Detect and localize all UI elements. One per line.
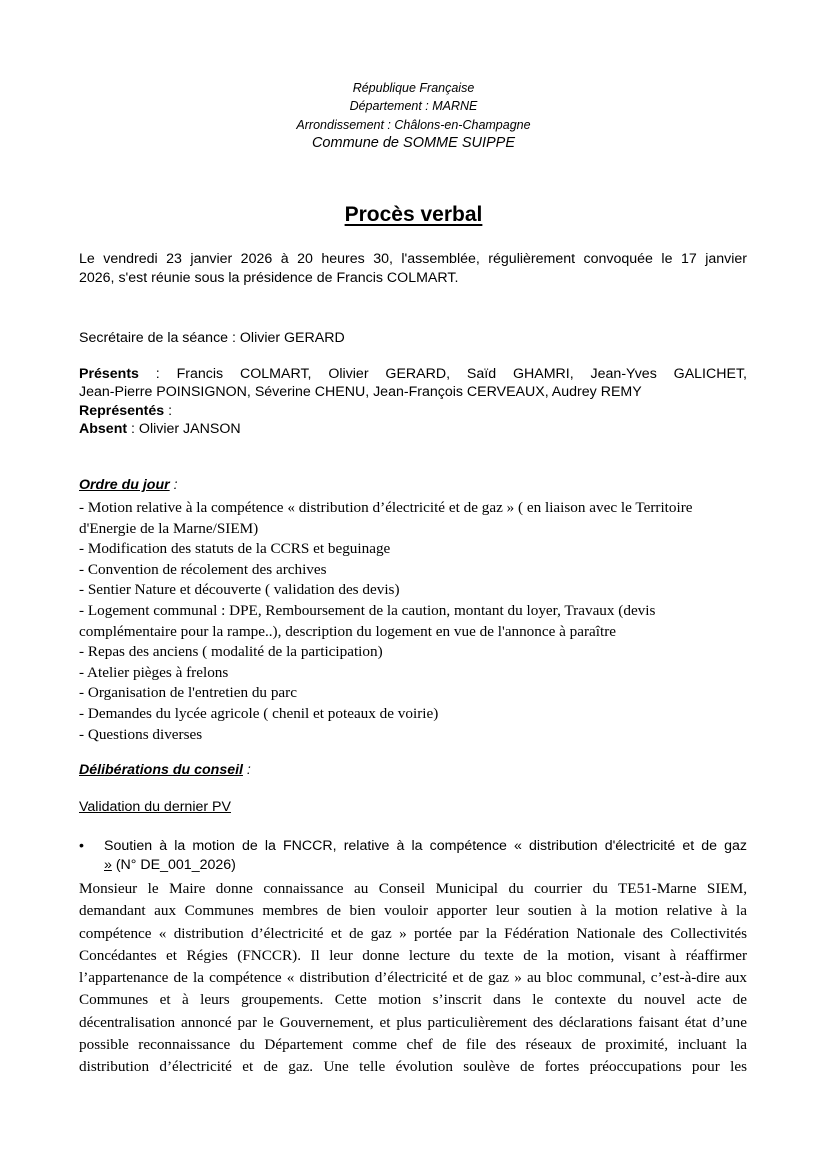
deliberations-heading-colon: : xyxy=(242,762,251,778)
present-label: Présents xyxy=(79,366,139,382)
body-line: demandant aux Communes membres de bien vouloir apporter leur soutien à la motion relative à la xyxy=(79,902,747,920)
agenda-item: - Demandes du lycée agricole ( chenil et poteaux de voirie) xyxy=(79,704,439,722)
agenda-item: - Motion relative à la compétence « distribution d’électricité et de gaz » ( en liaison avec le Territoire xyxy=(79,499,693,516)
body-line: Communes et à leurs groupements. Cette motion s’inscrit dans le contexte du nouvel acte de xyxy=(79,991,747,1009)
agenda-item: complémentaire pour la rampe..), description du logement en vue de l'annonce à paraître xyxy=(79,622,617,640)
represented-line xyxy=(79,403,172,419)
present-line-2: Jean-Pierre POINSIGNON, Séverine CHENU, Jean-François CERVEAUX, Audrey REMY xyxy=(79,384,642,400)
present-names-1: : Francis COLMART, Olivier GERARD, Saïd GHAMRI, Jean-Yves GALICHET, xyxy=(138,366,747,382)
agenda-item: - Convention de récolement des archives xyxy=(79,560,327,578)
agenda-item: - Sentier Nature et découverte ( validation des devis) xyxy=(79,581,400,599)
deliberations-heading-text: Délibérations du conseil xyxy=(79,762,243,778)
agenda-item: d'Energie de la Marne/SIEM) xyxy=(79,519,259,537)
agenda-heading-colon: : xyxy=(169,477,178,493)
bullet-icon: • xyxy=(79,838,84,854)
body-line: Concédantes et Régies (FNCCR). Il leur donne lecture du texte de la motion, visant à réaffirmer xyxy=(79,946,747,964)
agenda-heading-text: Ordre du jour xyxy=(79,477,170,493)
page-title: Procès verbal xyxy=(344,203,483,226)
agenda-item: - Atelier pièges à frelons xyxy=(79,663,229,681)
agenda-list xyxy=(79,498,749,745)
absent-value: : Olivier JANSON xyxy=(127,421,241,437)
agenda-item: - Questions diverses xyxy=(79,725,203,743)
agenda-item: - Logement communal : DPE, Remboursement de la caution, montant du loyer, Travaux (devis xyxy=(79,601,656,619)
body-line: compétence « distribution d’électricité et de gaz » portée par la Fédération Nationale des Collectivités xyxy=(79,924,747,942)
deliberation-number: (N° DE_001_2026) xyxy=(111,857,236,873)
agenda-item: - Repas des anciens ( modalité de la participation) xyxy=(79,643,383,661)
body-line: l’appartenance de la compétence « distribution d’électricité et de gaz » au bloc communal, c’est-à-dire aux xyxy=(79,969,747,987)
deliberation-item-1-line-2 xyxy=(104,857,236,873)
validation-pv: Validation du dernier PV xyxy=(79,799,231,815)
body-line: distribution d’électricité et de gaz. Une telle évolution soulève de fortes préoccupations pour les xyxy=(79,1058,747,1076)
header-republic: République Française xyxy=(352,81,475,95)
present-line-1 xyxy=(79,366,747,382)
deliberation-body xyxy=(79,878,747,1079)
deliberations-heading xyxy=(79,762,251,778)
header-arrondissement: Arrondissement : Châlons-en-Champagne xyxy=(296,118,531,132)
body-line: Monsieur le Maire donne connaissance au Conseil Municipal du courrier du TE51-Marne SIEM, xyxy=(79,880,747,897)
body-line: décentralisation annoncé par le Gouvernement, et plus particulièrement des déclarations faisant état d’une xyxy=(79,1013,747,1031)
agenda-heading xyxy=(79,477,178,493)
agenda-item: - Organisation de l'entretien du parc xyxy=(79,684,297,702)
header-departement: Département : MARNE xyxy=(349,99,478,113)
closing-quote: » xyxy=(104,857,112,873)
body-line: possible reconnaissance du Département comme chef de file des réseaux de proximité, incluant la xyxy=(79,1036,747,1054)
intro-line-2: 2026, s'est réunie sous la présidence de Francis COLMART. xyxy=(79,270,459,286)
deliberation-item-1-line-1 xyxy=(79,838,747,854)
intro-line-1: Le vendredi 23 janvier 2026 à 20 heures 30, l'assemblée, régulièrement convoquée le 17 janvier xyxy=(79,251,747,267)
header-commune: Commune de SOMME SUIPPE xyxy=(311,135,516,151)
agenda-item: - Modification des statuts de la CCRS et beguinage xyxy=(79,540,391,558)
absent-label: Absent xyxy=(79,421,128,437)
represented-label: Représentés xyxy=(79,403,165,419)
represented-value: : xyxy=(164,403,173,419)
deliberation-item-1-title: Soutien à la motion de la FNCCR, relative à la compétence « distribution d'électricité et de gaz xyxy=(104,838,747,854)
absent-line xyxy=(79,421,241,437)
secretary-line: Secrétaire de la séance : Olivier GERARD xyxy=(79,330,345,346)
